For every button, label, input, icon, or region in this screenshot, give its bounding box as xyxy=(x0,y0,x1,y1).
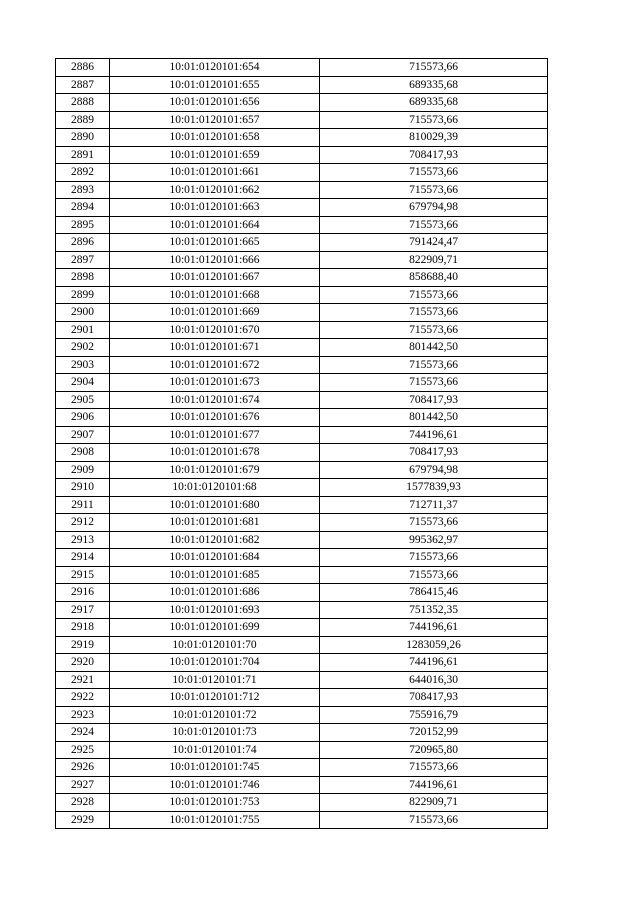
cadastral-number-cell: 10:01:0120101:666 xyxy=(110,251,320,269)
table-row xyxy=(56,269,548,287)
row-number-cell: 2917 xyxy=(56,601,110,619)
table-row xyxy=(56,391,548,409)
cadastral-value-cell: 810029,39 xyxy=(320,129,548,147)
row-number-cell: 2886 xyxy=(56,59,110,77)
row-number-cell: 2921 xyxy=(56,671,110,689)
cadastral-number-cell: 10:01:0120101:693 xyxy=(110,601,320,619)
row-number-cell: 2889 xyxy=(56,111,110,129)
cadastral-value-cell: 644016,30 xyxy=(320,671,548,689)
table-row xyxy=(56,286,548,304)
cadastral-number-cell: 10:01:0120101:70 xyxy=(110,636,320,654)
table-row xyxy=(56,444,548,462)
table-row xyxy=(56,549,548,567)
row-number-cell: 2923 xyxy=(56,706,110,724)
cadastral-number-cell: 10:01:0120101:678 xyxy=(110,444,320,462)
table-row xyxy=(56,409,548,427)
table-row xyxy=(56,111,548,129)
cadastral-number-cell: 10:01:0120101:679 xyxy=(110,461,320,479)
table-row xyxy=(56,426,548,444)
table-row xyxy=(56,146,548,164)
cadastral-value-cell: 679794,98 xyxy=(320,461,548,479)
table-row xyxy=(56,531,548,549)
row-number-cell: 2910 xyxy=(56,479,110,497)
cadastral-number-cell: 10:01:0120101:659 xyxy=(110,146,320,164)
table-row xyxy=(56,601,548,619)
row-number-cell: 2915 xyxy=(56,566,110,584)
row-number-cell: 2905 xyxy=(56,391,110,409)
row-number-cell: 2924 xyxy=(56,724,110,742)
row-number-cell: 2894 xyxy=(56,199,110,217)
cadastral-number-cell: 10:01:0120101:672 xyxy=(110,356,320,374)
cadastral-value-cell: 689335,68 xyxy=(320,94,548,112)
table-row xyxy=(56,199,548,217)
cadastral-value-cell: 720965,80 xyxy=(320,741,548,759)
cadastral-value-cell: 715573,66 xyxy=(320,549,548,567)
row-number-cell: 2899 xyxy=(56,286,110,304)
row-number-cell: 2896 xyxy=(56,234,110,252)
cadastral-value-cell: 791424,47 xyxy=(320,234,548,252)
cadastral-value-cell: 708417,93 xyxy=(320,689,548,707)
cadastral-value-cell: 715573,66 xyxy=(320,566,548,584)
cadastral-number-cell: 10:01:0120101:669 xyxy=(110,304,320,322)
table-row xyxy=(56,461,548,479)
cadastral-number-cell: 10:01:0120101:704 xyxy=(110,654,320,672)
row-number-cell: 2925 xyxy=(56,741,110,759)
table-row xyxy=(56,514,548,532)
row-number-cell: 2929 xyxy=(56,811,110,829)
cadastral-number-cell: 10:01:0120101:745 xyxy=(110,759,320,777)
table-row xyxy=(56,776,548,794)
row-number-cell: 2893 xyxy=(56,181,110,199)
cadastral-number-cell: 10:01:0120101:746 xyxy=(110,776,320,794)
cadastral-value-cell: 708417,93 xyxy=(320,444,548,462)
row-number-cell: 2914 xyxy=(56,549,110,567)
table-row xyxy=(56,636,548,654)
cadastral-value-cell: 715573,66 xyxy=(320,514,548,532)
cadastral-number-cell: 10:01:0120101:684 xyxy=(110,549,320,567)
row-number-cell: 2919 xyxy=(56,636,110,654)
cadastral-number-cell: 10:01:0120101:664 xyxy=(110,216,320,234)
table-row xyxy=(56,496,548,514)
cadastral-number-cell: 10:01:0120101:712 xyxy=(110,689,320,707)
table-row xyxy=(56,811,548,829)
table-row xyxy=(56,741,548,759)
cadastral-number-cell: 10:01:0120101:699 xyxy=(110,619,320,637)
row-number-cell: 2918 xyxy=(56,619,110,637)
cadastral-value-cell: 715573,66 xyxy=(320,216,548,234)
cadastral-number-cell: 10:01:0120101:68 xyxy=(110,479,320,497)
cadastral-value-cell: 715573,66 xyxy=(320,356,548,374)
table-row xyxy=(56,234,548,252)
row-number-cell: 2906 xyxy=(56,409,110,427)
cadastral-value-cell: 715573,66 xyxy=(320,374,548,392)
cadastral-number-cell: 10:01:0120101:686 xyxy=(110,584,320,602)
cadastral-number-cell: 10:01:0120101:73 xyxy=(110,724,320,742)
table-row xyxy=(56,339,548,357)
table-row xyxy=(56,76,548,94)
row-number-cell: 2909 xyxy=(56,461,110,479)
cadastral-number-cell: 10:01:0120101:670 xyxy=(110,321,320,339)
cadastral-number-cell: 10:01:0120101:657 xyxy=(110,111,320,129)
cadastral-value-cell: 858688,40 xyxy=(320,269,548,287)
cadastral-number-cell: 10:01:0120101:74 xyxy=(110,741,320,759)
row-number-cell: 2898 xyxy=(56,269,110,287)
cadastral-value-cell: 822909,71 xyxy=(320,251,548,269)
row-number-cell: 2928 xyxy=(56,794,110,812)
cadastral-number-cell: 10:01:0120101:658 xyxy=(110,129,320,147)
row-number-cell: 2888 xyxy=(56,94,110,112)
row-number-cell: 2916 xyxy=(56,584,110,602)
cadastral-number-cell: 10:01:0120101:656 xyxy=(110,94,320,112)
cadastral-value-cell: 720152,99 xyxy=(320,724,548,742)
table-row xyxy=(56,164,548,182)
row-number-cell: 2890 xyxy=(56,129,110,147)
row-number-cell: 2912 xyxy=(56,514,110,532)
cadastral-number-cell: 10:01:0120101:667 xyxy=(110,269,320,287)
cadastral-value-cell: 995362,97 xyxy=(320,531,548,549)
cadastral-number-cell: 10:01:0120101:71 xyxy=(110,671,320,689)
cadastral-number-cell: 10:01:0120101:755 xyxy=(110,811,320,829)
cadastral-number-cell: 10:01:0120101:668 xyxy=(110,286,320,304)
table-row xyxy=(56,356,548,374)
table-row xyxy=(56,216,548,234)
cadastral-value-cell: 715573,66 xyxy=(320,759,548,777)
cadastral-value-cell: 708417,93 xyxy=(320,391,548,409)
table-row xyxy=(56,706,548,724)
row-number-cell: 2903 xyxy=(56,356,110,374)
cadastral-value-cell: 715573,66 xyxy=(320,111,548,129)
cadastral-number-cell: 10:01:0120101:677 xyxy=(110,426,320,444)
cadastral-value-cell: 801442,50 xyxy=(320,339,548,357)
table-row xyxy=(56,724,548,742)
row-number-cell: 2892 xyxy=(56,164,110,182)
cadastral-number-cell: 10:01:0120101:673 xyxy=(110,374,320,392)
cadastral-value-cell: 715573,66 xyxy=(320,286,548,304)
cadastral-value-cell: 744196,61 xyxy=(320,426,548,444)
cadastral-value-cell: 801442,50 xyxy=(320,409,548,427)
row-number-cell: 2911 xyxy=(56,496,110,514)
cadastral-value-cell: 715573,66 xyxy=(320,321,548,339)
table-row xyxy=(56,654,548,672)
row-number-cell: 2895 xyxy=(56,216,110,234)
table-row xyxy=(56,671,548,689)
row-number-cell: 2908 xyxy=(56,444,110,462)
cadastral-value-cell: 712711,37 xyxy=(320,496,548,514)
table-row xyxy=(56,479,548,497)
row-number-cell: 2887 xyxy=(56,76,110,94)
row-number-cell: 2897 xyxy=(56,251,110,269)
table-row xyxy=(56,566,548,584)
cadastral-number-cell: 10:01:0120101:676 xyxy=(110,409,320,427)
row-number-cell: 2927 xyxy=(56,776,110,794)
row-number-cell: 2922 xyxy=(56,689,110,707)
cadastral-value-cell: 751352,35 xyxy=(320,601,548,619)
cadastral-number-cell: 10:01:0120101:665 xyxy=(110,234,320,252)
cadastral-number-cell: 10:01:0120101:663 xyxy=(110,199,320,217)
cadastral-number-cell: 10:01:0120101:682 xyxy=(110,531,320,549)
cadastral-value-cell: 715573,66 xyxy=(320,811,548,829)
cadastral-value-cell: 715573,66 xyxy=(320,181,548,199)
cadastral-number-cell: 10:01:0120101:661 xyxy=(110,164,320,182)
table-row xyxy=(56,584,548,602)
cadastral-value-cell: 755916,79 xyxy=(320,706,548,724)
table-row xyxy=(56,689,548,707)
cadastral-value-cell: 786415,46 xyxy=(320,584,548,602)
row-number-cell: 2902 xyxy=(56,339,110,357)
cadastral-number-cell: 10:01:0120101:753 xyxy=(110,794,320,812)
table-row xyxy=(56,181,548,199)
cadastral-value-cell: 744196,61 xyxy=(320,654,548,672)
table-row xyxy=(56,619,548,637)
cadastral-number-cell: 10:01:0120101:72 xyxy=(110,706,320,724)
cadastral-value-cell: 689335,68 xyxy=(320,76,548,94)
cadastral-number-cell: 10:01:0120101:685 xyxy=(110,566,320,584)
table-row xyxy=(56,794,548,812)
table-row xyxy=(56,321,548,339)
row-number-cell: 2891 xyxy=(56,146,110,164)
table-row xyxy=(56,129,548,147)
cadastral-number-cell: 10:01:0120101:681 xyxy=(110,514,320,532)
table-row xyxy=(56,759,548,777)
table-row xyxy=(56,94,548,112)
row-number-cell: 2901 xyxy=(56,321,110,339)
table-row xyxy=(56,374,548,392)
cadastral-number-cell: 10:01:0120101:680 xyxy=(110,496,320,514)
cadastral-number-cell: 10:01:0120101:671 xyxy=(110,339,320,357)
row-number-cell: 2904 xyxy=(56,374,110,392)
row-number-cell: 2926 xyxy=(56,759,110,777)
cadastral-value-cell: 715573,66 xyxy=(320,59,548,77)
row-number-cell: 2913 xyxy=(56,531,110,549)
table-row xyxy=(56,304,548,322)
cadastral-value-cell: 744196,61 xyxy=(320,619,548,637)
cadastral-value-cell: 822909,71 xyxy=(320,794,548,812)
table-row xyxy=(56,251,548,269)
cadastral-value-cell: 708417,93 xyxy=(320,146,548,164)
cadastral-value-cell: 679794,98 xyxy=(320,199,548,217)
cadastral-value-cell: 715573,66 xyxy=(320,304,548,322)
cadastral-number-cell: 10:01:0120101:662 xyxy=(110,181,320,199)
cadastral-number-cell: 10:01:0120101:654 xyxy=(110,59,320,77)
row-number-cell: 2900 xyxy=(56,304,110,322)
cadastral-value-cell: 744196,61 xyxy=(320,776,548,794)
row-number-cell: 2907 xyxy=(56,426,110,444)
cadastral-value-cell: 1283059,26 xyxy=(320,636,548,654)
cadastral-value-table xyxy=(55,58,548,829)
cadastral-value-cell: 715573,66 xyxy=(320,164,548,182)
cadastral-number-cell: 10:01:0120101:655 xyxy=(110,76,320,94)
table-row xyxy=(56,59,548,77)
cadastral-number-cell: 10:01:0120101:674 xyxy=(110,391,320,409)
cadastral-value-cell: 1577839,93 xyxy=(320,479,548,497)
row-number-cell: 2920 xyxy=(56,654,110,672)
table-body xyxy=(56,59,548,829)
